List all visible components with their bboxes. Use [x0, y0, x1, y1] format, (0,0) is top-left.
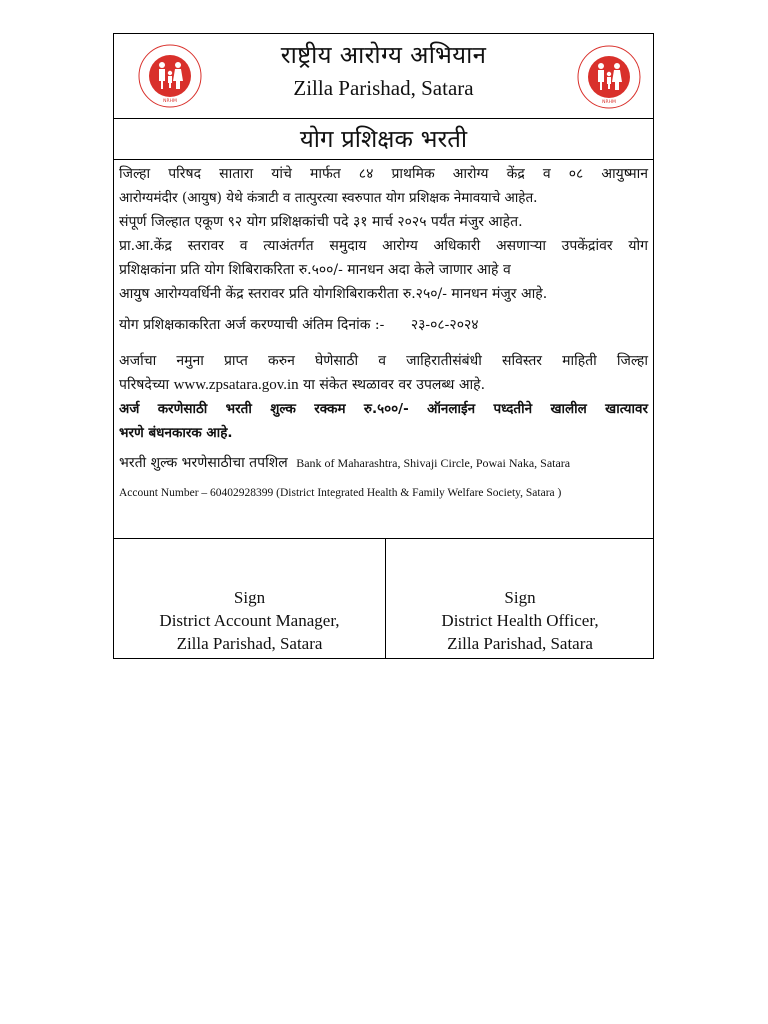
website-link[interactable]: www.zpsatara.gov.in [173, 377, 299, 393]
para1-line: प्रशिक्षकांना प्रति योग शिबिराकरिता रु.५००/- मानधन अदा केले जाणार आहे व [119, 262, 511, 278]
info-suffix: या संकेत स्थळावर वर उपलब्ध आहे. [303, 377, 486, 393]
signatory-title: District Account Manager, [159, 611, 340, 630]
signatory-office: Zilla Parishad, Satara [447, 634, 593, 653]
para1-line: आयुष आरोग्यवर्धिनी केंद्र स्तरावर प्रति योगशिबिराकरीता रु.२५०/- मानधन मंजुर आहे. [119, 286, 548, 302]
signature-account-manager [114, 539, 386, 659]
sign-label: Sign [233, 588, 266, 607]
bank-label: भरती शुल्क भरणेसाठीचा तपशिल [119, 455, 288, 471]
signatory-office: Zilla Parishad, Satara [176, 634, 323, 653]
deadline-label: योग प्रशिक्षकाकरिता अर्ज करण्याची अंतिम दिनांक :- [119, 317, 385, 333]
bank-details: Bank of Maharashtra, Shivaji Circle, Powai Naka, Satara [296, 456, 571, 470]
signatory-title: District Health Officer, [441, 611, 599, 630]
para1-line: आरोग्यमंदीर (आयुष) येथे कंत्राटी व तात्पुरत्या स्वरुपात योग प्रशिक्षक नेमावयाचे आहेत. [119, 190, 538, 206]
fee-line: भरणे बंधनकारक आहे. [119, 425, 233, 441]
para1-line: जिल्हा परिषद सातारा यांचे मार्फत ८४ प्राथमिक आरोग्य केंद्र व ०८ आयुष्मान [119, 166, 648, 182]
bank-line [119, 451, 648, 475]
title-english: Zilla Parishad, Satara [293, 76, 474, 100]
signature-row [114, 538, 653, 659]
info-line: अर्जाचा नमुना प्राप्त करुन घेणेसाठी व जाहिरातीसंबंधी सविस्तर माहिती जिल्हा [119, 353, 648, 369]
fee-line: अर्ज करणेसाठी भरती शुल्क रक्कम रु.५००/- ऑनलाईन पध्दतीने खालील खात्यावर [119, 401, 648, 417]
document-header [114, 34, 653, 119]
title-marathi: राष्ट्रीय आरोग्य अभियान [280, 41, 487, 69]
notice-document [113, 33, 654, 659]
para1-line: प्रा.आ.केंद्र स्तरावर व त्याअंतर्गत समुदाय आरोग्य अधिकारी असणाऱ्या उपकेंद्रांवर योग [119, 238, 648, 254]
account-number: Account Number – 60402928399 (District Integrated Health & Family Welfare Society, Satara ) [119, 487, 562, 499]
notice-heading: योग प्रशिक्षक भरती [114, 119, 653, 160]
notice-body [119, 162, 648, 505]
sign-label: Sign [504, 588, 536, 607]
deadline-date: २३-०८-२०२४ [410, 317, 479, 333]
svg-text:NRHM: NRHM [163, 99, 177, 104]
info-line-2 [119, 373, 648, 397]
info-prefix: परिषदेच्या [119, 377, 170, 393]
deadline-line [119, 313, 648, 337]
svg-text:NRHM: NRHM [602, 100, 616, 105]
signature-health-officer [386, 539, 654, 659]
para1-line: संपूर्ण जिल्हात एकूण ९२ योग प्रशिक्षकांची पदे ३१ मार्च २०२५ पर्यंत मंजुर आहेत. [119, 214, 523, 230]
